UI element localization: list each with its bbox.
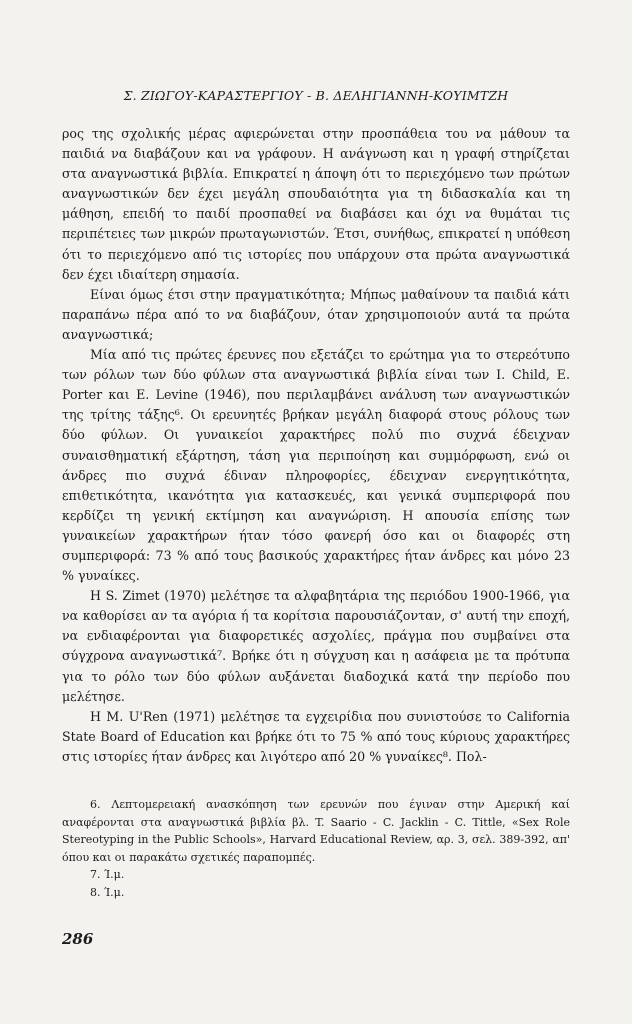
footnote-6: 6. Λεπτομερειακή ανασκόπηση των ερευνών που έγιναν στην Αμερική καί αναφέρονται στα αναγνωστικά βιβλία βλ. T. Saario - C. Jacklin - C. Tittle, «Sex Role Stereotyping in the Public Schools», Harvard Educational Review, αρ. 3, σελ. 389-392, απ' όπου και οι παρακάτω σχετικές παραπομπές. — [62, 798, 570, 864]
body-text — [62, 124, 570, 767]
footnotes — [62, 796, 570, 902]
footnote-7: 7. Ί.μ. — [90, 868, 125, 882]
paragraph-1: ρος της σχολικής μέρας αφιερώνεται στην προσπάθεια του να μάθουν τα παιδιά να διαβάζουν και να γράφουν. Η ανάγνωση και η γραφή στηρίζεται στα αναγνωστικά βιβλία. Επικρατεί η άποψη ότι το περιεχόμενο των πρώτων αναγνωστικών δεν έχει μεγάλη σπουδαιότητα για τη διδασκαλία και τη μάθηση, επειδή το παιδί προσπαθεί να διαβάσει και όχι να θυμάται τις περιπέτειες των μικρών πρωταγωνιστών. Έτσι, συνήθως, επικρατεί η υπόθεση ότι το περιεχόμενο από τις ιστορίες που υπάρχουν στα πρώτα αναγνωστικά δεν έχει ιδιαίτερη σημασία. — [62, 126, 570, 282]
paragraph-4: Η S. Zimet (1970) μελέτησε τα αλφαβητάρια της περιόδου 1900-1966, για να καθορίσει αν τα αγόρια ή τα κορίτσια παρουσιάζονταν, σ' αυτή την εποχή, να ενδιαφέρονται για διαφορετικές ασχολίες, πράγμα που συμβαίνει στα σύγχρονα αναγνωστικά⁷. Βρήκε ότι η σύγχυση και η ασάφεια με τα πρότυπα για το ρόλο των δύο φύλων αυξάνεται διαδοχικά κατά την περίοδο που μελέτησε. — [62, 588, 570, 704]
page-number: 286 — [62, 930, 94, 948]
paragraph-3: Μία από τις πρώτες έρευνες που εξετάζει το ερώτημα για το στερεότυπο των ρόλων των δύο φύλων στα αναγνωστικά βιβλία είναι των I. Child, E. Porter και E. Levine (1946), που περιλαμβάνει ανάλυση των αναγνωστικών της τρίτης τάξης⁶. Οι ερευνητές βρήκαν μεγάλη διαφορά στους ρόλους των δύο φύλων. Οι γυναικείοι χαρακτήρες πολύ πιο συχνά έδειχναν συναισθηματική εξάρτηση, τάση για περιποίηση και συμμόρφωση, ενώ οι άνδρες πιο συχνά έδιναν πληροφορίες, έδειχναν ενεργητικότητα, επιθετικότητα, ικανότητα για κατασκευές, και γενικά συμπεριφορά που κερδίζει τη γενική εκτίμηση και αναγνώριση. Η απουσία επίσης των γυναικείων χαρακτήρων ήταν τόσο φανερή όσο και οι διαφορές στη συμπεριφορά: 73 % από τους βασικούς χαρακτήρες ήταν άνδρες και μόνο 23 % γυναίκες. — [62, 347, 570, 584]
running-head: Σ. ΖΙΩΓΟΥ-ΚΑΡΑΣΤΕΡΓΙΟΥ - Β. ΔΕΛΗΓΙΑΝΝΗ-ΚΟΥΙΜΤΖΗ — [123, 88, 509, 103]
paragraph-5: Η M. U'Ren (1971) μελέτησε τα εγχειρίδια που συνιστούσε το California State Board of Education και βρήκε ότι το 75 % από τους κύριους χαρακτήρες στις ιστορίες ήταν άνδρες και λιγότερο από 20 % γυναίκες⁸. Πολ- — [62, 708, 570, 764]
footnote-8: 8. Ί.μ. — [90, 885, 125, 899]
paragraph-2: Είναι όμως έτσι στην πραγματικότητα; Μήπως μαθαίνουν τα παιδιά κάτι παραπάνω πέρα από το να διαβάζουν, όταν χρησιμοποιούν αυτά τα πρώτα αναγνωστικά; — [62, 286, 570, 342]
